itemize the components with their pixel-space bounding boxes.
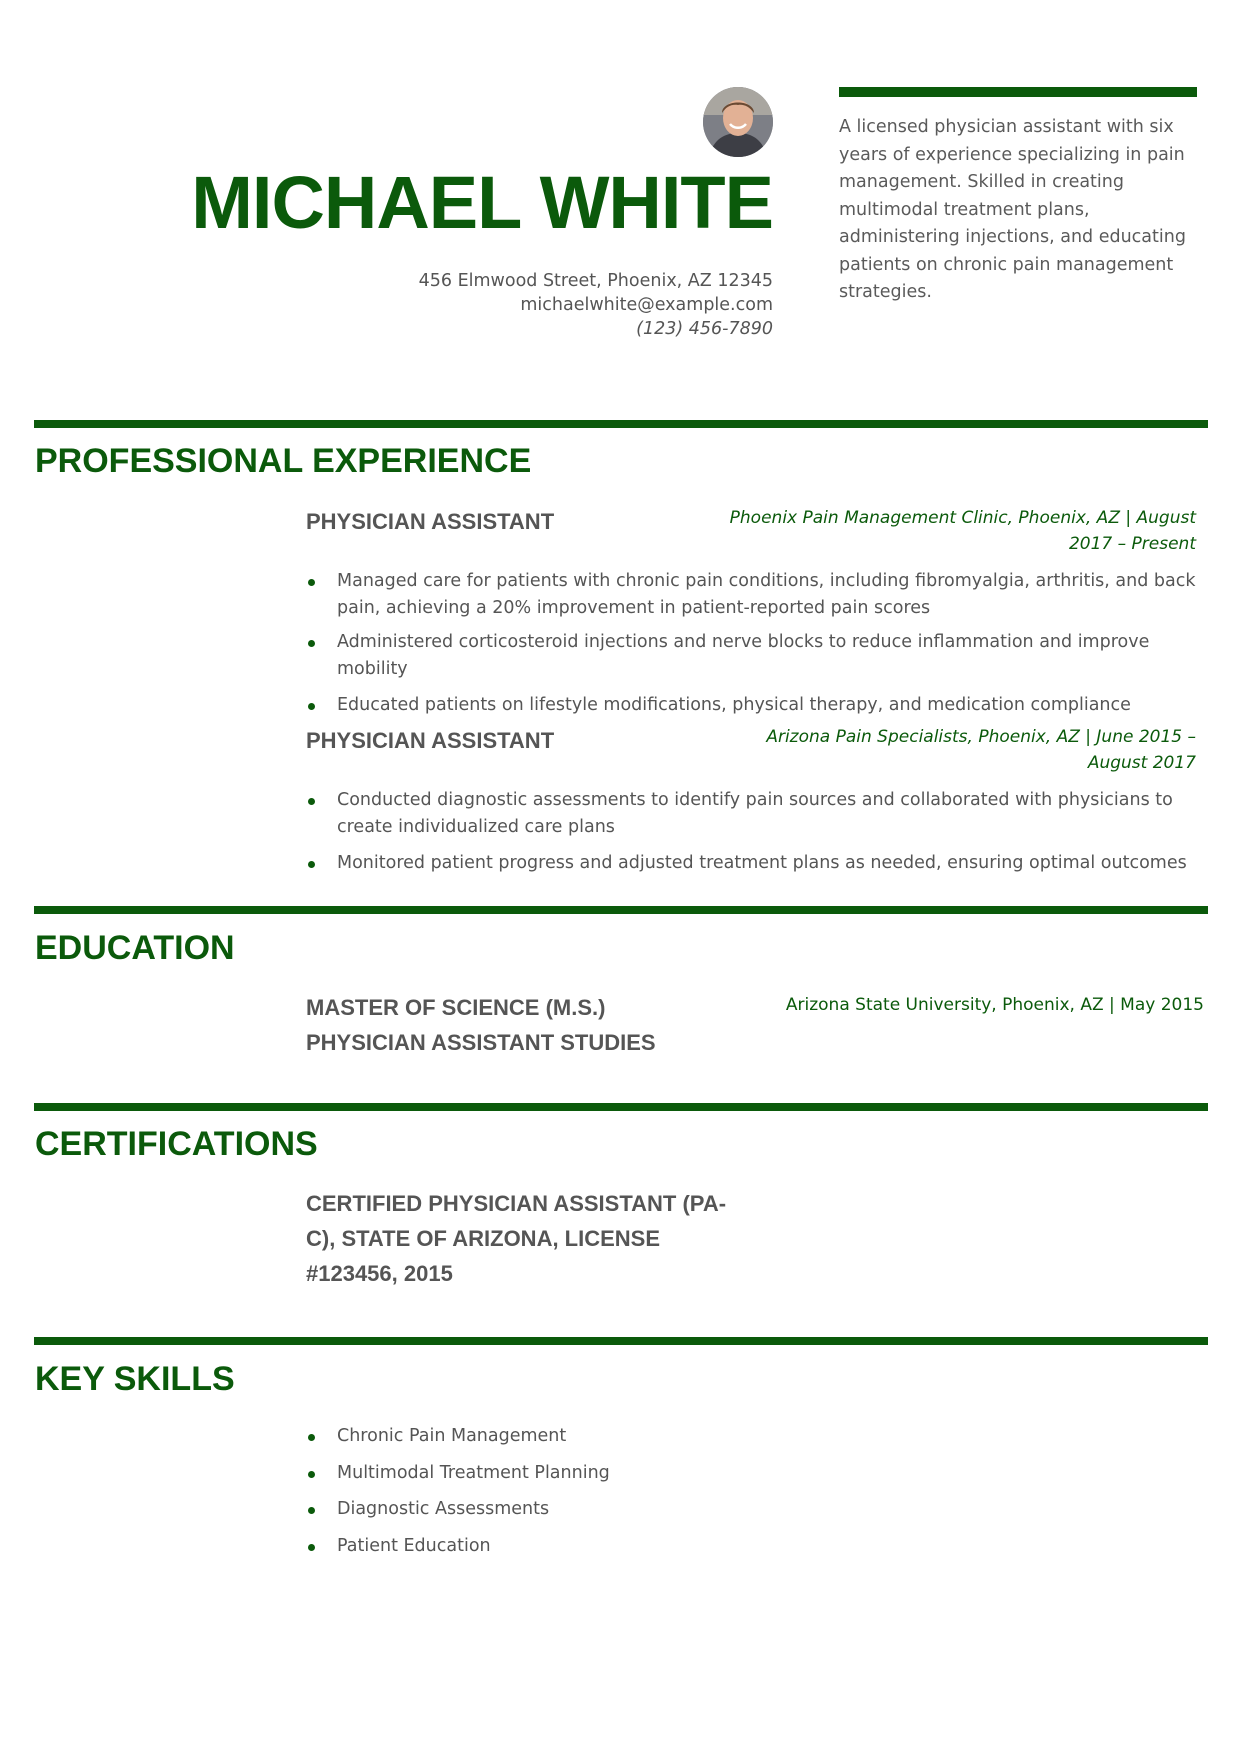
phone: (123) 456-7890 — [636, 319, 773, 339]
list-item: Monitored patient progress and adjusted treatment plans as needed, ensuring optimal outcomes — [306, 850, 1206, 877]
summary: A licensed physician assistant with six years of experience specializing in pain management. Skilled in creating multimodal treatment plans, administering injections, and educating patients on chronic pain management strategies. — [839, 117, 1186, 302]
list-item: Diagnostic Assessments — [306, 1496, 1206, 1523]
job-bullets — [306, 787, 1206, 877]
job-meta: Arizona Pain Specialists, Phoenix, AZ | June 2015 – August 2017 — [766, 727, 1196, 773]
section-title-certifications: CERTIFICATIONS — [35, 1125, 318, 1163]
list-item: Multimodal Treatment Planning — [306, 1460, 1206, 1487]
education-meta: Arizona State University, Phoenix, AZ | May 2015 — [785, 995, 1204, 1015]
job-meta: Phoenix Pain Management Clinic, Phoenix, AZ | August 2017 – Present — [729, 508, 1196, 554]
list-item: Patient Education — [306, 1533, 1206, 1560]
degree-name: MASTER OF SCIENCE (M.S.) — [306, 995, 606, 1020]
job-title: PHYSICIAN ASSISTANT — [306, 509, 555, 534]
section-divider — [34, 1337, 1208, 1345]
profile-photo — [703, 87, 773, 157]
avatar — [703, 87, 773, 157]
section-divider — [34, 1103, 1208, 1111]
section-title-skills: KEY SKILLS — [35, 1360, 235, 1398]
list-item: Educated patients on lifestyle modifications, physical therapy, and medication compliance — [306, 692, 1206, 719]
list-item: Conducted diagnostic assessments to identify pain sources and collaborated with physicians to create individualized care plans — [306, 787, 1206, 840]
list-item: Administered corticosteroid injections and nerve blocks to reduce inflammation and improve mobility — [306, 629, 1206, 682]
job-title: PHYSICIAN ASSISTANT — [306, 728, 555, 753]
degree-field: PHYSICIAN ASSISTANT STUDIES — [306, 1030, 656, 1055]
degree — [306, 990, 656, 1060]
email[interactable]: michaelwhite@example.com — [520, 295, 773, 315]
section-title-education: EDUCATION — [35, 929, 235, 967]
job-bullets — [306, 568, 1206, 719]
summary-accent-bar — [839, 87, 1197, 97]
address: 456 Elmwood Street, Phoenix, AZ 12345 — [418, 271, 773, 291]
candidate-name: MICHAEL WHITE — [191, 161, 773, 244]
skills-list — [306, 1423, 1206, 1559]
section-divider — [34, 420, 1208, 428]
list-item: Chronic Pain Management — [306, 1423, 1206, 1450]
list-item: Managed care for patients with chronic pain conditions, including fibromyalgia, arthritis, and back pain, achieving a 20% improvement in patient-reported pain scores — [306, 568, 1206, 621]
section-divider — [34, 906, 1208, 914]
certification-item: CERTIFIED PHYSICIAN ASSISTANT (PA-C), STATE OF ARIZONA, LICENSE #123456, 2015 — [306, 1191, 727, 1286]
section-title-experience: PROFESSIONAL EXPERIENCE — [35, 442, 532, 480]
